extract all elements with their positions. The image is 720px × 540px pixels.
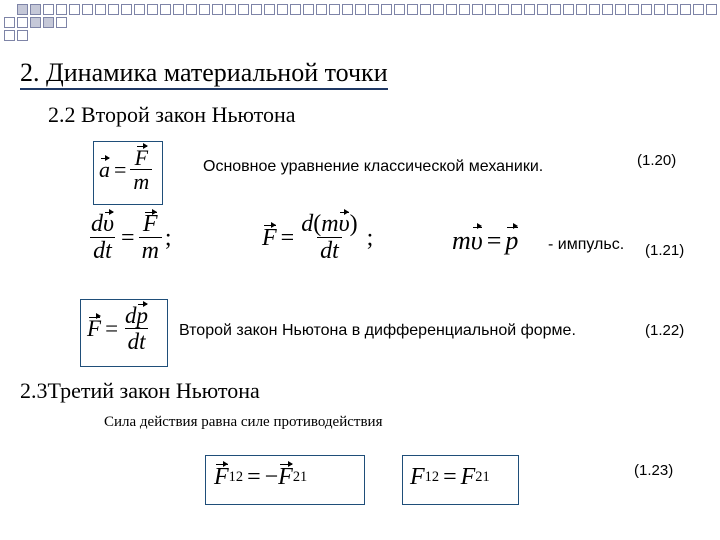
formula-box-third-law-vector	[205, 455, 365, 505]
subsection-2-3-heading: 2.3Третий закон Ньютона	[20, 378, 260, 403]
equation-number-1-23: (1.23)	[634, 462, 674, 479]
decor-square	[30, 4, 41, 15]
decor-square	[17, 4, 28, 15]
decor-square	[4, 17, 15, 28]
decor-square	[43, 17, 54, 28]
section-title	[20, 58, 388, 88]
decor-square	[30, 17, 41, 28]
formula-acceleration: a = $\frac{F}{m}$	[99, 146, 152, 194]
subsection-2-2-heading: 2.2 Второй закон Ньютона	[48, 102, 296, 127]
decor-square	[4, 30, 15, 41]
formula-dv-dt: $\frac{d\upsilon}{dt}$ = $\frac{F}{m}$ ;	[91, 211, 172, 265]
section-title-text: 2. Динамика материальной точки	[20, 58, 388, 90]
decor-square	[56, 17, 67, 28]
formula-differential-form: F = $\frac{dp}{dt}$	[87, 303, 149, 355]
formula-third-law-vector: F 12 = − F 21	[214, 464, 308, 490]
equation-number-1-22: (1.22)	[645, 322, 685, 339]
decor-square	[56, 4, 67, 15]
formula-box-acceleration	[93, 141, 163, 205]
formula-third-law-magnitude: F 12 = F 21	[410, 464, 490, 490]
caption-third-law: Сила действия равна силе противодействия	[104, 414, 383, 430]
formula-force-derivative: F = $\frac{d(m\upsilon)}{dt}$ ;	[262, 211, 374, 265]
caption-impulse: - импульс.	[548, 236, 625, 253]
equation-number-1-20: (1.20)	[637, 152, 677, 169]
equation-number-1-21: (1.21)	[645, 242, 685, 259]
formula-box-differential	[80, 299, 168, 367]
decor-square	[17, 17, 28, 28]
decor-square	[43, 4, 54, 15]
caption-basic-equation: Основное уравнение классической механики.	[203, 158, 544, 175]
caption-differential-form: Второй закон Ньютона в дифференциальной форме.	[179, 322, 576, 339]
formula-momentum: m υ = p	[452, 226, 519, 255]
decor-square	[17, 30, 28, 41]
formula-box-third-law-magnitude	[402, 455, 519, 505]
